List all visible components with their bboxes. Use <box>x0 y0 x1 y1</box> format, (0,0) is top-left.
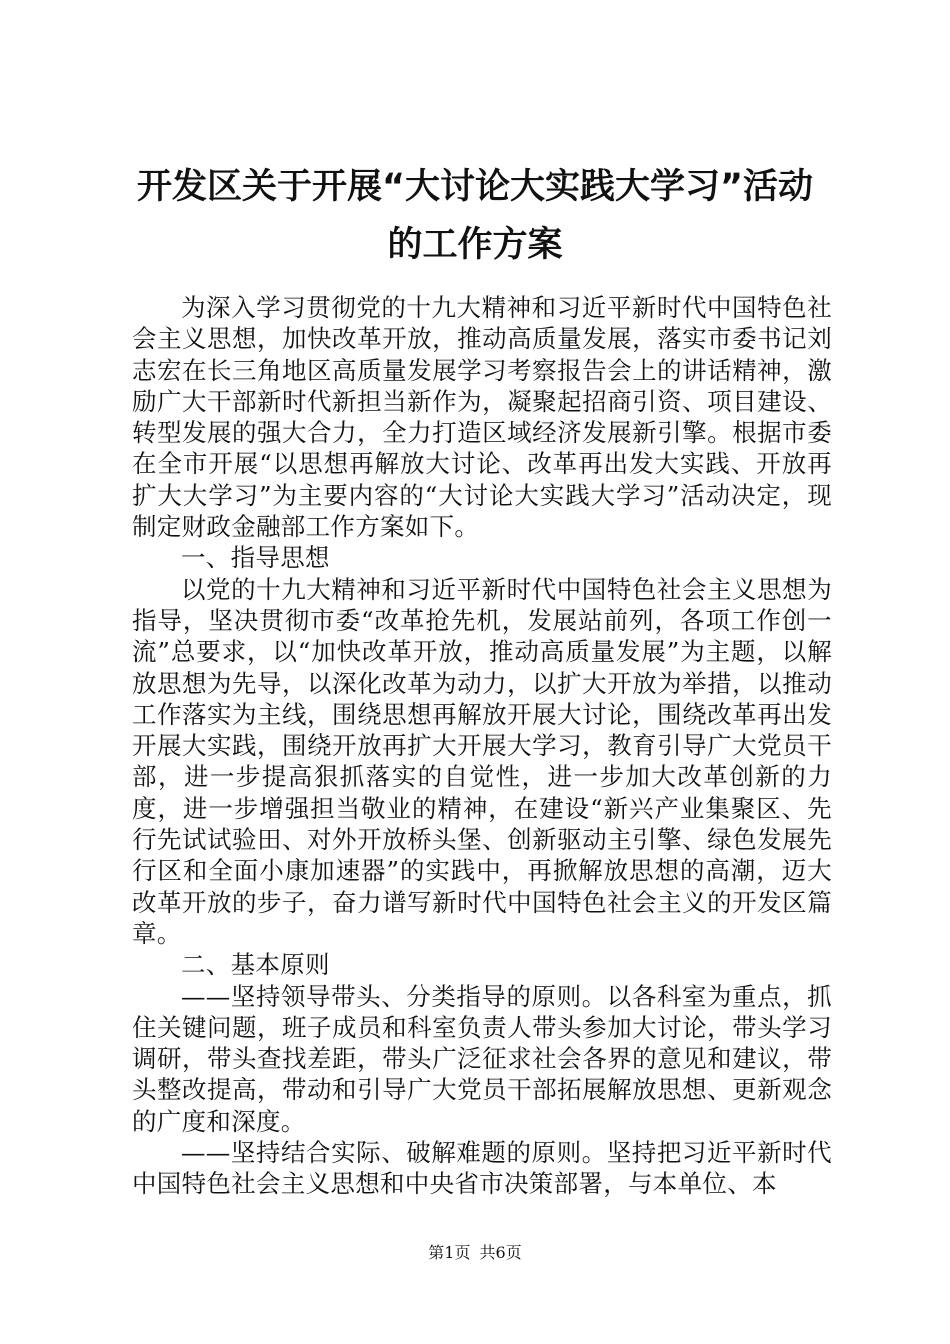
page-footer: 第1页 共6页 <box>428 1243 522 1262</box>
title-line-1: 开发区关于开展“大讨论大实践大学习”活动 <box>136 167 813 207</box>
paragraph-intro: 为深入学习贯彻党的十九大精神和习近平新时代中国特色社会主义思想，加快改革开放，推动高质量发展，落实市委书记刘志宏在长三角地区高质量发展学习考察报告会上的讲话精神，激励广大干部新时代新担当新作为，凝聚起招商引资、项目建设、转型发展的强大合力，全力打造区域经济发展新引擎。根据市委在全市开展“以思想再解放大讨论、改革再出发大实践、开放再扩大大学习”为主要内容的“大讨论大实践大学习”活动决定，现制定财政金融部工作方案如下。 <box>132 293 832 542</box>
paragraph-guiding-thought: 以党的十九大精神和习近平新时代中国特色社会主义思想为指导，坚决贯彻市委“改革抢先机，发展站前列，各项工作创一流”总要求，以“加快改革开放，推动高质量发展”为主题，以解放思想为先导，以深化改革为动力，以扩大开放为举措，以推动工作落实为主线，围绕思想再解放开展大讨论，围绕改革再出发开展大实践，围绕开放再扩大开展大学习，教育引导广大党员干部，进一步提高狠抓落实的自觉性，进一步加大改革创新的力度，进一步增强担当敬业的精神，在建设“新兴产业集聚区、先行先试试验田、对外开放桥头堡、创新驱动主引擎、绿色发展先行区和全面小康加速器”的实践中，再掀解放思想的高潮，迈大改革开放的步子，奋力谱写新时代中国特色社会主义的开发区篇章。 <box>132 574 832 948</box>
paragraph-principle-practice: ——坚持结合实际、破解难题的原则。坚持把习近平新时代中国特色社会主义思想和中央省市决策部署，与本单位、本 <box>132 1138 832 1199</box>
section-heading-basic-principles: 二、基本原则 <box>181 950 330 980</box>
section-heading-guiding-thought: 一、指导思想 <box>181 543 330 573</box>
document-title <box>100 158 850 274</box>
title-line-2: 的工作方案 <box>387 225 563 265</box>
document-body <box>132 292 832 1200</box>
paragraph-principle-leadership: ——坚持领导带头、分类指导的原则。以各科室为重点，抓住关键问题，班子成员和科室负责人带头参加大讨论，带头学习调研，带头查找差距，带头广泛征求社会各界的意见和建议，带头整改提高，带动和引导广大党员干部拓展解放思想、更新观念的广度和深度。 <box>132 981 832 1136</box>
